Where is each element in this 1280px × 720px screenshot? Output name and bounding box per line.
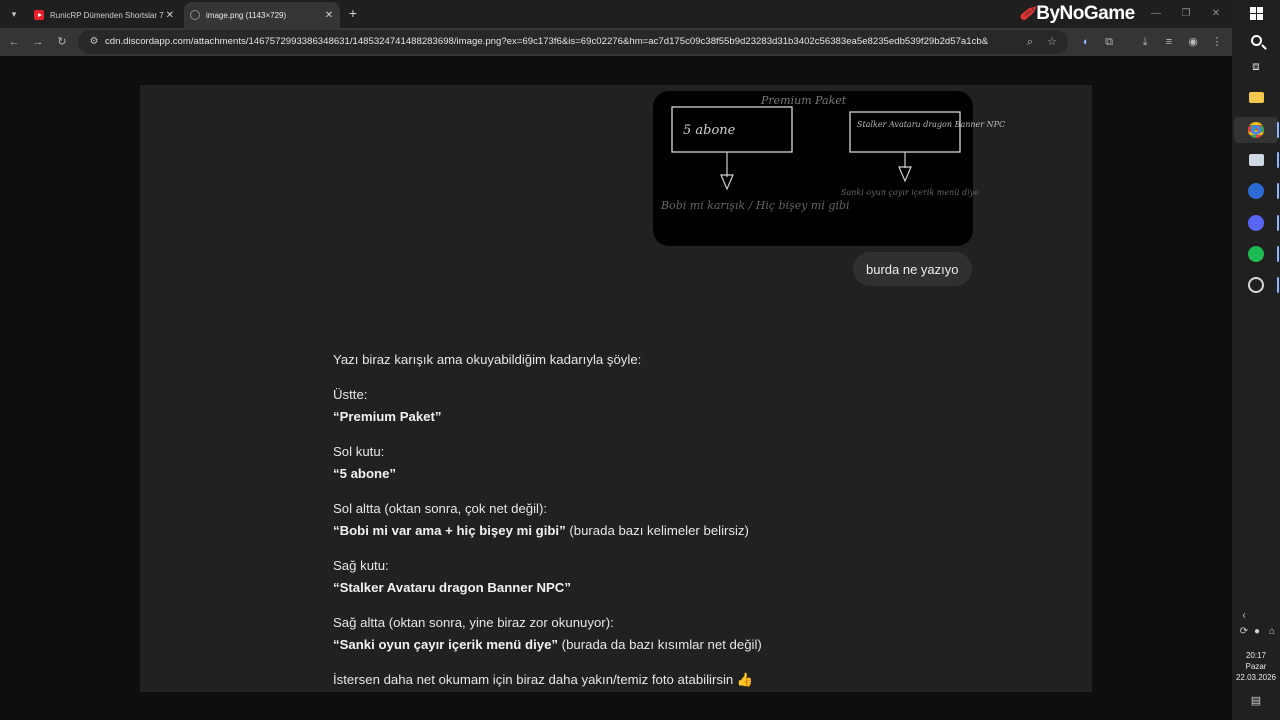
browser-toolbar <box>0 28 1232 56</box>
answer-left-below-note: (burada bazı kelimeler belirsiz) <box>565 523 749 538</box>
close-tab-icon[interactable]: ✕ <box>324 9 334 21</box>
sketch-right-box <box>850 112 960 152</box>
youtube-icon <box>34 10 44 20</box>
sketch-drawing <box>653 91 1006 246</box>
forward-icon[interactable]: → <box>32 36 44 48</box>
app-running-indicator <box>1277 152 1279 168</box>
game-launcher-icon[interactable] <box>1246 181 1266 201</box>
back-icon[interactable]: ← <box>8 36 20 48</box>
network-icon[interactable]: ⌂ <box>1268 626 1276 637</box>
search-icon[interactable] <box>1246 30 1266 50</box>
tab-title: image.png (1143×729) <box>206 10 287 20</box>
answer-left-box-value: “5 abone” <box>333 466 397 481</box>
restore-icon[interactable]: ❐ <box>1181 8 1191 19</box>
menu-kebab-icon[interactable]: ⋮ <box>1211 36 1223 48</box>
brand-text: ByNoGame <box>1036 3 1135 24</box>
answer-left-box-section <box>333 441 933 485</box>
close-tab-icon[interactable]: ✕ <box>165 9 175 21</box>
windows-start-icon[interactable] <box>1246 3 1266 23</box>
answer-right-below-label: Sağ altta (oktan sonra, yine biraz zor okunuyor): <box>333 615 614 630</box>
site-info-icon[interactable]: ⚙ <box>89 36 99 47</box>
tray-chevron-icon[interactable]: ‹ <box>1242 610 1246 621</box>
answer-top-section <box>333 384 933 428</box>
assistant-response <box>333 349 933 704</box>
minimize-icon[interactable]: — <box>1151 8 1161 19</box>
address-bar[interactable] <box>78 30 1068 54</box>
bynogame-mark-icon: ✐ <box>1018 3 1035 26</box>
answer-left-box-label: Sol kutu: <box>333 444 385 459</box>
answer-left-below-value: “Bobi mi var ama + hiç bişey mi gibi” <box>333 523 566 538</box>
url-text[interactable]: cdn.discordapp.com/attachments/1467572993386348631/1485324741488283698/image.png?ex=69c173f6&is=69c02276&hm=ac7d175c09c38f55b9d23283d31b3402c56383ea5e8235edb539f29b2d57a1cb& <box>105 36 989 47</box>
sketch-left-arrowhead <box>721 175 733 189</box>
chrome-running-indicator <box>1277 122 1279 138</box>
globe-icon <box>190 10 200 20</box>
discord-icon[interactable] <box>1246 213 1266 233</box>
app-running-indicator <box>1277 215 1279 231</box>
answer-right-below-note: (burada da bazı kısımlar net değil) <box>558 637 762 652</box>
new-tab-button[interactable]: + <box>348 5 358 21</box>
microphone-icon[interactable]: ● <box>1253 626 1261 637</box>
windows-taskbar <box>1232 0 1280 720</box>
taskbar-clock[interactable] <box>1232 650 1280 683</box>
app-running-indicator <box>1277 183 1279 199</box>
sketch-left-box-text: 5 abone <box>683 123 736 138</box>
thumbs-up-icon: 👍 <box>736 672 754 687</box>
page-viewport <box>0 56 1232 720</box>
answer-right-below-value: “Sanki oyun çayır içerik menü diye” <box>333 637 559 652</box>
notification-icon[interactable]: ▤ <box>1250 695 1262 707</box>
reload-icon[interactable]: ↻ <box>57 36 67 48</box>
sketch-right-arrowhead <box>899 167 911 181</box>
sketch-title: Premium Paket <box>761 94 847 107</box>
task-view-icon[interactable]: ⧈ <box>1252 58 1260 73</box>
answer-closing-text: İstersen daha net okumam için biraz daha yakın/temiz foto atabilirsin <box>333 672 734 687</box>
chrome-icon[interactable] <box>1246 120 1266 140</box>
answer-top-label: Üstte: <box>333 387 368 402</box>
bynogame-logo <box>1018 2 1135 26</box>
profile-avatar-icon[interactable]: ◉ <box>1188 36 1198 48</box>
answer-intro: Yazı biraz karışık ama okuyabildiğim kadarıyla şöyle: <box>333 352 642 367</box>
bookmark-star-icon[interactable]: ☆ <box>1047 36 1057 48</box>
answer-left-below-label: Sol altta (oktan sonra, çok net değil): <box>333 501 548 516</box>
answer-top-value: “Premium Paket” <box>333 409 442 424</box>
extensions-icon[interactable]: ⧉ <box>1105 36 1113 48</box>
tray-app-icon[interactable]: ⟳ <box>1239 626 1249 637</box>
tab-image-png[interactable] <box>184 2 340 28</box>
clock-date: 22.03.2026 <box>1235 673 1277 682</box>
media-control-icon[interactable]: ≡ <box>1165 36 1173 48</box>
file-explorer-icon[interactable] <box>1246 87 1266 107</box>
clock-day: Pazar <box>1245 662 1267 671</box>
user-uploaded-sketch[interactable] <box>653 91 1006 246</box>
close-window-icon[interactable]: ✕ <box>1211 8 1221 19</box>
answer-left-below-section <box>333 498 933 542</box>
sketch-right-box-text: Stalker Avataru dragon Banner NPC <box>857 120 1006 129</box>
recording-app-icon[interactable] <box>1246 275 1266 295</box>
read-aloud-icon[interactable]: ◖ <box>1081 36 1089 48</box>
app-running-indicator <box>1277 246 1279 262</box>
chat-screenshot <box>140 85 1092 692</box>
app-running-indicator <box>1277 277 1279 293</box>
answer-right-box-section <box>333 555 933 599</box>
zoom-icon[interactable]: ⌕ <box>1026 36 1034 48</box>
answer-right-box-label: Sağ kutu: <box>333 558 389 573</box>
spotify-icon[interactable] <box>1246 244 1266 264</box>
answer-right-box-value: “Stalker Avataru dragon Banner NPC” <box>333 580 571 595</box>
tab-title: RunicRP Dümenden Shortslar 7 <box>50 10 164 20</box>
clock-time: 20:17 <box>1245 651 1267 660</box>
answer-right-below-section <box>333 612 933 656</box>
tab-search-chevron-icon[interactable]: ▾ <box>11 8 17 19</box>
sketch-right-caption: Sanki oyun çayır içerik menü diye <box>841 188 979 197</box>
sketch-left-caption: Bobi mi karışık / Hiç bişey mi gibi <box>661 199 850 212</box>
user-message-bubble: burda ne yazıyo <box>853 252 972 286</box>
tab-runicrp[interactable] <box>28 2 180 28</box>
explorer-window-icon[interactable] <box>1246 150 1266 170</box>
tab-bar <box>0 0 1232 28</box>
answer-closing <box>333 669 933 691</box>
download-icon[interactable]: ⤓ <box>1142 36 1148 48</box>
